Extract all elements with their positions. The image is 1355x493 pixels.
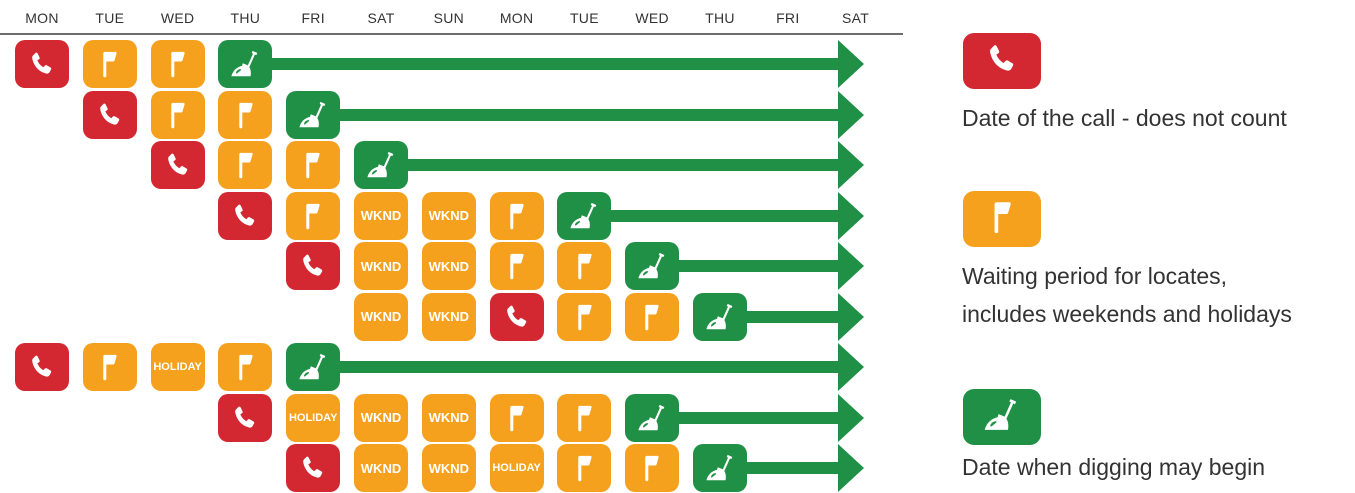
legend-call-text: Date of the call - does not count — [962, 105, 1287, 131]
legend-dig-text: Date when digging may begin — [962, 454, 1266, 480]
legend-wait-text-line1: Waiting period for locates, — [962, 263, 1228, 289]
weekend-tile — [422, 242, 476, 290]
waiting-day-tile — [218, 91, 272, 139]
weekend-label: WKND — [428, 460, 470, 476]
waiting-day-tile — [151, 40, 205, 88]
arrow-head — [838, 192, 864, 240]
arrow-shaft — [333, 361, 840, 373]
flag-icon — [238, 101, 253, 129]
shovel-icon — [569, 202, 600, 230]
dig-day-tile — [625, 242, 679, 290]
day-label: SAT — [842, 10, 870, 26]
waiting-day-tile — [490, 242, 544, 290]
dig-day-tile — [218, 40, 272, 88]
phone-icon — [28, 353, 56, 381]
weekend-tile — [354, 293, 408, 341]
dig-window-arrow — [604, 192, 864, 240]
flag-icon — [577, 252, 592, 280]
flag-icon — [577, 454, 592, 482]
shovel-icon — [637, 252, 668, 280]
schedule-row — [0, 40, 905, 88]
weekend-label: WKND — [360, 208, 402, 223]
legend — [930, 0, 1355, 493]
day-label: WED — [635, 10, 669, 26]
day-label: WED — [160, 10, 195, 26]
shovel-icon — [298, 101, 329, 129]
flag-icon — [644, 454, 659, 482]
arrow-head — [838, 141, 864, 189]
arrow-shaft — [740, 311, 840, 323]
arrow-head — [838, 343, 864, 391]
weekend-label: WKND — [360, 258, 402, 274]
phone-icon — [299, 252, 327, 280]
weekend-tile — [422, 394, 476, 442]
flag-icon — [509, 404, 524, 432]
flag-icon — [305, 151, 320, 179]
waiting-day-tile — [218, 141, 272, 189]
schedule-row — [0, 242, 905, 290]
arrow-head — [838, 91, 864, 139]
holiday-tile — [151, 343, 205, 391]
schedule-row — [0, 91, 905, 139]
waiting-day-tile — [286, 192, 340, 240]
flag-icon — [102, 353, 117, 381]
header-rule — [0, 33, 903, 35]
schedule-row — [0, 141, 905, 189]
phone-icon — [231, 202, 259, 230]
schedule-row — [0, 343, 905, 391]
waiting-day-tile — [625, 444, 679, 492]
arrow-shaft — [672, 412, 840, 424]
schedule-row — [0, 394, 905, 442]
arrow-shaft — [672, 260, 840, 272]
dig-day-tile — [354, 141, 408, 189]
waiting-day-tile — [557, 293, 611, 341]
weekend-tile — [354, 192, 408, 240]
waiting-day-tile — [557, 242, 611, 290]
phone-icon — [503, 303, 531, 331]
shovel-icon — [230, 50, 261, 78]
arrow-shaft — [333, 109, 840, 121]
day-label: MON — [499, 10, 534, 26]
flag-icon — [509, 202, 524, 230]
call-day-tile — [218, 192, 272, 240]
day-label: SAT — [367, 10, 395, 26]
weekend-label: WKND — [360, 309, 402, 324]
shovel-icon — [637, 404, 668, 432]
waiting-day-tile — [151, 91, 205, 139]
holiday-tile — [490, 444, 544, 492]
day-label: THU — [230, 10, 261, 26]
day-label: THU — [705, 10, 735, 26]
legend-call-swatch — [963, 33, 1041, 89]
waiting-day-tile — [83, 40, 137, 88]
flag-icon — [238, 151, 253, 179]
call-day-tile — [83, 91, 137, 139]
schedule-row — [0, 444, 905, 492]
waiting-day-tile — [625, 293, 679, 341]
day-label: MON — [25, 10, 59, 26]
dig-window-arrow — [265, 40, 864, 88]
phone-icon — [164, 151, 192, 179]
waiting-day-tile — [490, 394, 544, 442]
waiting-day-tile — [218, 343, 272, 391]
weekend-tile — [354, 444, 408, 492]
day-header — [0, 0, 905, 34]
call-day-tile — [15, 40, 69, 88]
arrow-head — [838, 444, 864, 492]
schedule-row — [0, 192, 905, 240]
arrow-head — [838, 40, 864, 88]
waiting-day-tile — [83, 343, 137, 391]
dig-window-arrow — [740, 444, 864, 492]
weekend-tile — [354, 394, 408, 442]
weekend-label: WKND — [428, 258, 470, 274]
weekend-label: WKND — [428, 208, 470, 223]
flag-icon — [577, 404, 592, 432]
flag-icon — [644, 303, 659, 331]
shovel-icon — [366, 151, 397, 179]
dig-day-tile — [625, 394, 679, 442]
arrow-shaft — [740, 462, 840, 474]
dig-day-tile — [693, 293, 747, 341]
dig-window-arrow — [333, 343, 864, 391]
phone-icon — [299, 454, 327, 482]
waiting-day-tile — [557, 444, 611, 492]
weekend-label: WKND — [360, 460, 402, 476]
day-label: FRI — [301, 10, 325, 26]
arrow-head — [838, 242, 864, 290]
call-day-tile — [286, 444, 340, 492]
weekend-tile — [354, 242, 408, 290]
arrow-shaft — [265, 58, 840, 70]
legend-wait-text-line2: includes weekends and holidays — [962, 301, 1292, 327]
call-day-tile — [218, 394, 272, 442]
waiting-day-tile — [557, 394, 611, 442]
dig-window-arrow — [740, 293, 864, 341]
day-label: FRI — [776, 10, 800, 26]
day-label: TUE — [569, 10, 599, 26]
dig-window-arrow — [672, 394, 864, 442]
dig-day-tile — [557, 192, 611, 240]
weekend-label: WKND — [428, 309, 470, 324]
waiting-day-tile — [286, 141, 340, 189]
arrow-head — [838, 293, 864, 341]
flag-icon — [102, 50, 117, 78]
shovel-icon — [705, 303, 736, 331]
schedule-row — [0, 293, 905, 341]
call-day-tile — [286, 242, 340, 290]
holiday-tile — [286, 394, 340, 442]
legend-wait-swatch — [963, 191, 1041, 247]
dig-day-tile — [286, 343, 340, 391]
phone-icon — [985, 42, 1019, 81]
flag-icon — [170, 101, 185, 129]
call-day-tile — [15, 343, 69, 391]
call-day-tile — [490, 293, 544, 341]
weekend-tile — [422, 444, 476, 492]
flag-icon — [238, 353, 253, 381]
legend-dig-swatch — [963, 389, 1041, 445]
phone-icon — [28, 50, 56, 78]
shovel-icon — [298, 353, 329, 381]
dig-window-arrow — [672, 242, 864, 290]
dig-day-tile — [693, 444, 747, 492]
flag-icon — [170, 50, 185, 78]
flag-icon — [577, 303, 592, 331]
holiday-label: HOLIDAY — [492, 462, 541, 474]
weekend-label: WKND — [428, 410, 470, 425]
call-day-tile — [151, 141, 205, 189]
shovel-icon — [705, 454, 736, 482]
arrow-shaft — [401, 159, 840, 171]
weekend-tile — [422, 293, 476, 341]
arrow-head — [838, 394, 864, 442]
shovel-icon — [983, 398, 1020, 437]
holiday-label: HOLIDAY — [153, 361, 202, 373]
phone-icon — [96, 101, 124, 129]
flag-icon — [509, 252, 524, 280]
flag-icon — [305, 202, 320, 230]
day-label: TUE — [95, 10, 125, 26]
weekend-tile — [422, 192, 476, 240]
holiday-label: HOLIDAY — [288, 411, 338, 424]
flag-icon — [993, 200, 1012, 239]
phone-icon — [231, 404, 259, 432]
dig-window-arrow — [401, 141, 864, 189]
weekend-label: WKND — [360, 410, 402, 425]
day-label: SUN — [433, 10, 465, 26]
waiting-day-tile — [490, 192, 544, 240]
dig-window-arrow — [333, 91, 864, 139]
dig-day-tile — [286, 91, 340, 139]
arrow-shaft — [604, 210, 840, 222]
